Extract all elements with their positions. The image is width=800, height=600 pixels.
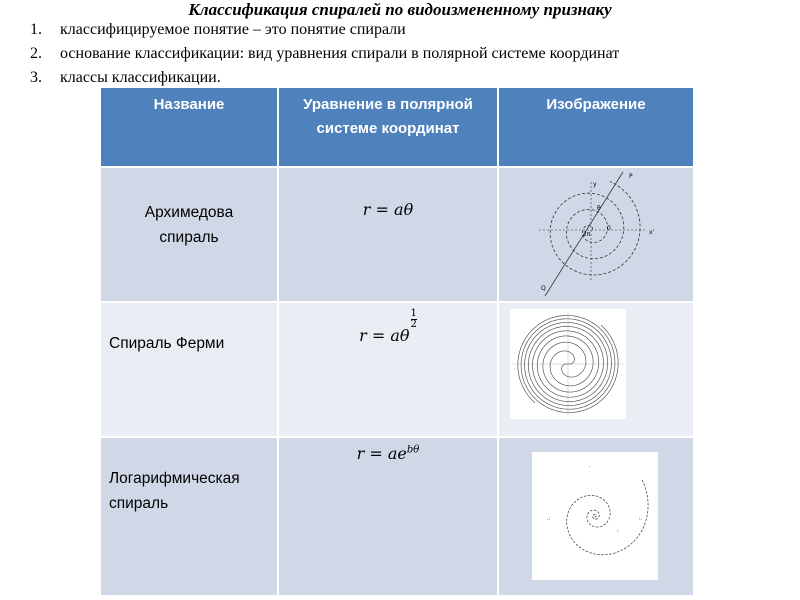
svg-text:Q: Q [541,285,546,292]
logarithmic-spiral-figure [499,438,693,590]
fermat-spiral-figure [499,303,693,431]
row-name: Спираль Ферми [109,335,225,352]
formula-fermat: r = aθ $\frac{1}{2}$ [359,308,417,345]
list-text: классы классификации. [60,69,221,86]
row-image-cell [498,167,694,302]
row-formula-cell [278,437,498,596]
svg-text::.: :. [639,516,643,522]
formula-logarithmic: $r = ae^{b\theta}$ [356,444,420,463]
svg-text:P: P [629,173,633,180]
list-item [30,18,619,42]
formula-archimedes: r = aθ [362,200,414,219]
list-number: 2. [30,45,42,62]
row-name: Логарифмическая спираль [109,470,240,512]
numbered-list [30,18,619,90]
svg-text:.:: .: [547,516,551,522]
row-name-cell [100,167,278,302]
row-name-cell [100,437,278,596]
table-row [100,167,694,302]
header-equation: Уравнение в полярной системе координат [278,87,498,167]
table-row [100,437,694,596]
row-formula-cell [278,302,498,437]
row-image-cell [498,302,694,437]
row-name: Архимедова спираль [144,203,234,246]
row-formula-cell [278,167,498,302]
table-header-row [100,87,694,167]
svg-text::: : [617,528,619,534]
spiral-classification-table [99,86,695,597]
list-text: классифицируемое понятие – это понятие спирали [60,21,406,38]
svg-text:2π: 2π [583,231,591,238]
row-image-cell [498,437,694,596]
list-item [30,42,619,66]
svg-text:x': x' [649,229,655,236]
page-title: Классификация спиралей по видоизмененному признаку [188,0,612,19]
row-name-cell [100,302,278,437]
list-text: основание классификации: вид уравнения спирали в полярной системе координат [60,45,620,62]
archimedean-spiral-figure [499,168,693,296]
list-number: 3. [30,69,42,86]
header-image: Изображение [498,87,694,167]
list-number: 1. [30,21,42,38]
svg-text:θ: θ [597,205,601,212]
svg-text:y: y [593,181,597,188]
svg-text:·: · [589,464,591,470]
header-name: Название [100,87,278,167]
table-row [100,302,694,437]
svg-text:0: 0 [607,225,611,232]
